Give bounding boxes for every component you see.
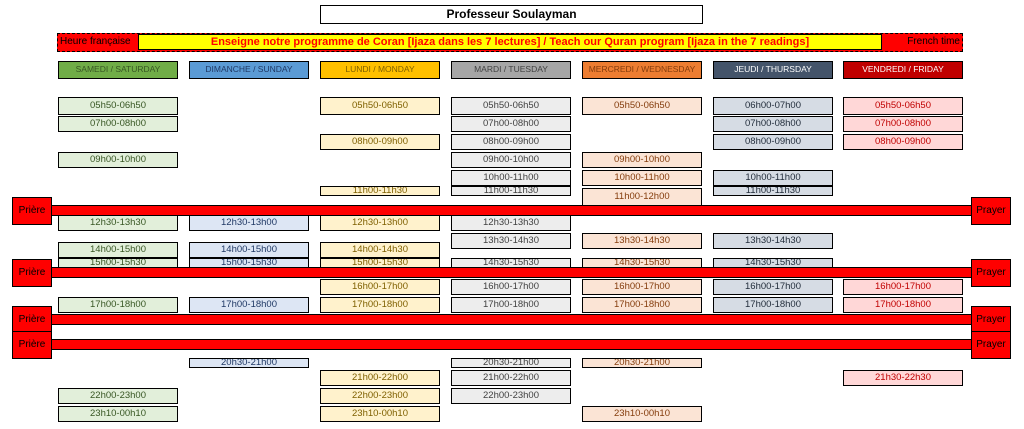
time-slot: 20h30-21h00 [582,358,702,368]
time-slot: 11h00-12h00 [582,188,702,206]
time-slot: 05h50-06h50 [582,97,702,115]
day-header: LUNDI / MONDAY [320,61,440,79]
time-slot: 14h00-15h00 [58,242,178,258]
program-banner [57,33,963,52]
prayer-bar [40,267,976,278]
time-slot: 17h00-18h00 [58,297,178,313]
time-slot: 11h00-11h30 [451,186,571,196]
day-header: JEUDI / THURSDAY [713,61,833,79]
prayer-label-en: Prayer [971,331,1011,359]
prayer-bar [40,339,976,350]
time-slot: 08h00-09h00 [843,134,963,150]
time-slot: 12h30-13h30 [58,215,178,231]
day-header: MARDI / TUESDAY [451,61,571,79]
schedule-title: Professeur Soulayman [320,5,703,24]
time-slot: 14h30-15h30 [713,258,833,268]
time-slot: 23h10-00h10 [58,406,178,422]
prayer-label-en: Prayer [971,306,1011,334]
time-slot: 13h30-14h30 [582,233,702,249]
time-slot: 11h00-11h30 [713,186,833,196]
time-slot: 05h50-06h50 [58,97,178,115]
time-slot: 14h00-14h30 [320,242,440,258]
time-slot: 16h00-17h00 [582,279,702,295]
time-slot: 15h00-15h30 [189,258,309,268]
time-slot: 20h30-21h00 [189,358,309,368]
time-slot: 13h30-14h30 [713,233,833,249]
time-slot: 12h30-13h00 [320,215,440,231]
time-slot: 07h00-08h00 [713,116,833,132]
prayer-label-fr: Prière [12,331,52,359]
time-slot: 16h00-17h00 [320,279,440,295]
time-slot: 17h00-18h00 [843,297,963,313]
time-slot: 17h00-18h00 [713,297,833,313]
time-slot: 05h50-06h50 [451,97,571,115]
day-header: SAMEDI / SATURDAY [58,61,178,79]
time-slot: 21h00-22h00 [451,370,571,386]
time-slot: 22h00-23h00 [451,388,571,404]
prayer-label-en: Prayer [971,197,1011,225]
time-slot: 17h00-18h00 [189,297,309,313]
time-slot: 06h00-07h00 [713,97,833,115]
time-slot: 12h30-13h30 [451,215,571,231]
prayer-label-en: Prayer [971,259,1011,287]
french-time-label: Heure française [60,36,131,47]
day-header: MERCREDI / WEDNESDAY [582,61,702,79]
time-slot: 22h00-23h00 [58,388,178,404]
time-slot: 21h00-22h00 [320,370,440,386]
time-slot: 08h00-09h00 [451,134,571,150]
time-slot: 13h30-14h30 [451,233,571,249]
time-slot: 09h00-10h00 [582,152,702,168]
time-slot: 16h00-17h00 [843,279,963,295]
time-slot: 15h00-15h30 [58,258,178,268]
time-slot: 17h00-18h00 [320,297,440,313]
program-description: Enseigne notre programme de Coran [Ijaza dans les 7 lectures] / Teach our Quran program [Ijaza in the 7 readings] [138,34,882,50]
time-slot: 08h00-09h00 [320,134,440,150]
time-slot: 05h50-06h50 [320,97,440,115]
day-header: DIMANCHE / SUNDAY [189,61,309,79]
time-slot: 08h00-09h00 [713,134,833,150]
time-slot: 07h00-08h00 [451,116,571,132]
prayer-bar [40,314,976,325]
prayer-label-fr: Prière [12,259,52,287]
prayer-label-fr: Prière [12,306,52,334]
time-slot: 23h10-00h10 [582,406,702,422]
day-header: VENDREDI / FRIDAY [843,61,963,79]
time-slot: 09h00-10h00 [58,152,178,168]
time-slot: 07h00-08h00 [843,116,963,132]
time-slot: 14h00-15h00 [189,242,309,258]
time-slot: 09h00-10h00 [451,152,571,168]
time-slot: 14h30-15h30 [582,258,702,268]
prayer-bar [40,205,976,216]
time-slot: 12h30-13h00 [189,215,309,231]
time-slot: 15h00-15h30 [320,258,440,268]
time-slot: 16h00-17h00 [451,279,571,295]
time-slot: 10h00-11h00 [451,170,571,186]
time-slot: 14h30-15h30 [451,258,571,268]
time-slot: 10h00-11h00 [582,170,702,186]
prayer-label-fr: Prière [12,197,52,225]
time-slot: 23h10-00h10 [320,406,440,422]
time-slot: 22h00-23h00 [320,388,440,404]
french-time-label-en: French time [907,36,960,47]
time-slot: 10h00-11h00 [713,170,833,186]
time-slot: 05h50-06h50 [843,97,963,115]
time-slot: 21h30-22h30 [843,370,963,386]
time-slot: 17h00-18h00 [451,297,571,313]
time-slot: 17h00-18h00 [582,297,702,313]
time-slot: 07h00-08h00 [58,116,178,132]
time-slot: 16h00-17h00 [713,279,833,295]
time-slot: 11h00-11h30 [320,186,440,196]
time-slot: 20h30-21h00 [451,358,571,368]
